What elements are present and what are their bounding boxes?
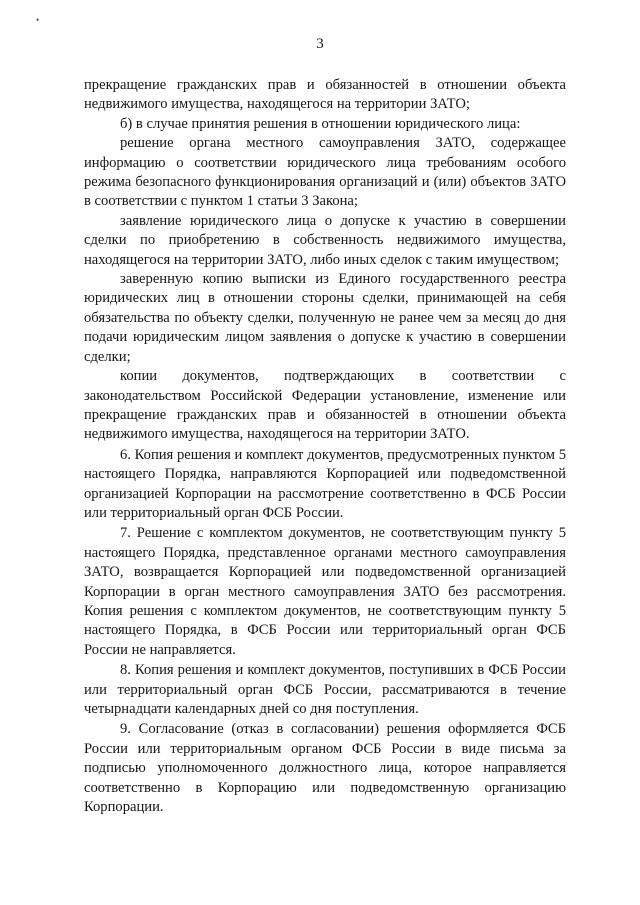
document-body	[84, 76, 566, 817]
paragraph-municipal-decision: решение органа местного самоуправления ЗАТО, содержащее информацию о соответствии юридического лица требованиям особого режима безопасного функционирования организаций и (или) объектов ЗАТО в соответствии с пунктом 1 статьи 3 Закона;	[84, 135, 566, 210]
paragraph-item-7: 7. Решение с комплектом документов, не соответствующим пункту 5 настоящего Порядка, представленное органами местного самоуправления ЗАТО, возвращается Корпорацией или подведомственной организацией Корпорации в орган местного самоуправления ЗАТО без рассмотрения. Копия решения с комплектом документов, не соответствующим пункту 5 настоящего Порядка, в ФСБ России или территориальный орган ФСБ России не направляется.	[84, 525, 566, 658]
paragraph-item-6: 6. Копия решения и комплект документов, предусмотренных пунктом 5 настоящего Порядка, направляются Корпорацией или подведомственной организацией Корпорации на рассмотрение соответственно в ФСБ России или территориальный орган ФСБ России.	[84, 446, 566, 521]
paragraph-legal-entity-case: б) в случае принятия решения в отношении юридического лица:	[120, 115, 521, 132]
paragraph-item-9: 9. Согласование (отказ в согласовании) решения оформляется ФСБ России или территориальным органом ФСБ России в виде письма за подписью уполномоченного должностного лица, которое направляется соответственно в Корпорацию или подведомственную организацию Корпорации.	[84, 721, 566, 816]
paragraph-continuation: прекращение гражданских прав и обязанностей в отношении объекта недвижимого имущества, находящегося на территории ЗАТО;	[84, 77, 566, 113]
corner-mark: •	[36, 15, 40, 25]
page-number: 3	[316, 36, 324, 52]
paragraph-item-8: 8. Копия решения и комплект документов, поступивших в ФСБ России или территориальный орган ФСБ России, рассматриваются в течение четырнадцати календарных дней со дня поступления.	[84, 662, 566, 717]
paragraph-document-copies: копии документов, подтверждающих в соответствии с законодательством Российской Федерации установление, изменение или прекращение гражданских прав и обязанностей в отношении объекта недвижимого имущества, находящегося на территории ЗАТО.	[84, 368, 566, 443]
paragraph-entity-application: заявление юридического лица о допуске к участию в совершении сделки по приобретению в собственность недвижимого имущества, находящегося на территории ЗАТО, либо иных сделок с таким имуществом;	[84, 212, 566, 268]
paragraph-registry-extract: заверенную копию выписки из Единого государственного реестра юридических лиц в отношении стороны сделки, принимающей на себя обязательства по объекту сделки, полученную не ранее чем за месяц до дня подачи юридическим лицом заявления о допуске к участию в совершении сделки;	[84, 271, 566, 365]
